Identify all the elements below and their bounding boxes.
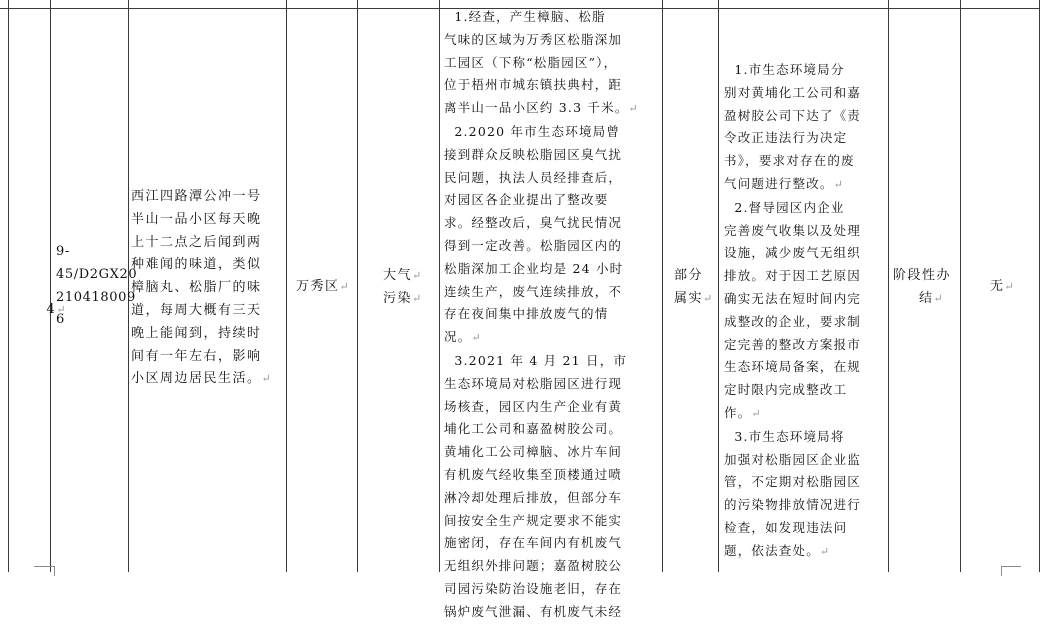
findings-line: 黄埔化工公司樟脑、冰片车间 [444,444,623,460]
findings-line: 埔化工公司和嘉盈树胶公司。 [444,421,623,437]
measures-line: 定时限内完成整改工 [724,382,848,398]
column-border [960,0,961,572]
findings-line: 司园污染防治设施老旧，存在 [444,580,623,596]
findings-line: 求。经整改后，臭气扰民情况 [444,215,623,231]
row-index: 4 [46,301,57,317]
findings-line: 淋冷却处理后排放，但部分车 [444,489,623,505]
complaint-line: 小区周边居民生活。↵ [131,371,271,387]
verdict-line: 属实↵ [674,290,713,306]
case-id-line: 210418009 [56,289,136,305]
measures-line: 完善废气收集以及处理 [724,222,862,238]
findings-line: 锅炉废气泄漏、有机废气未经 [444,603,623,619]
measures-line: 别对黄埔化工公司和嘉 [724,84,862,100]
findings-line: 施密闭，存在车间内有机废气 [444,535,623,551]
findings-line: 松脂深加工企业均是 24 小时 [444,260,624,276]
findings-line: 无组织外排问题；嘉盈树胶公 [444,558,623,574]
findings-line: 对园区各企业提出了整改要 [444,192,609,208]
verdict-cell [674,265,712,311]
measures-line: 的污染物排放情况进行 [724,497,862,513]
verdict-line: 部分 [674,268,704,283]
measures-line: 排放。对于因工艺原因 [724,268,862,284]
findings-line: 场核查，园区内生产企业有黄 [444,398,623,414]
measures-line: 确实无法在短时间内完 [724,290,862,306]
measures-line: 作。↵ [724,404,761,420]
measures-line: 加强对松脂园区企业监 [724,451,862,467]
accountability: 无 [990,279,1005,294]
paragraph-mark-icon: ↵ [56,302,66,316]
measures-line: 设施，减少废气无组织 [724,245,862,261]
findings-line: 间按安全生产规定要求不能实 [444,512,623,528]
column-border [662,0,663,572]
findings-line: 民问题，执法人员经排查后， [444,169,623,185]
measures-line: 定完善的整改方案报市 [724,336,862,352]
column-border [718,0,719,572]
page-corner-mark [34,566,54,567]
measures-line: 书》，要求对存在的废 [724,153,855,169]
category-line: 大气↵ [383,268,422,283]
district-cell: 万秀区↵ [296,279,349,294]
findings-line: 气味的区域为万秀区松脂深加 [444,31,623,47]
findings-line: 接到群众反映松脂园区臭气扰 [444,146,623,162]
district: 万秀区 [296,279,340,294]
column-border [888,0,889,572]
measures-line: 气问题进行整改。↵ [724,175,843,191]
measures-line: 题，依法查处。↵ [724,542,830,558]
page-corner-mark [54,566,55,576]
measures-line: 生态环境局备案，在规 [724,359,862,375]
measures-line: 1.市生态环境局分 [724,62,845,77]
column-border [439,0,440,572]
status-line: 结↵ [919,290,943,306]
findings-line: 位于梧州市城东镇扶典村，距 [444,77,623,93]
case-id-line: 9- [56,244,70,259]
measures-line: 3.市生态环境局将 [724,428,845,444]
status-cell [893,265,951,311]
complaint-line: 间有一年左右，影响 [131,348,262,364]
case-id-line: 45/D2GX20 [56,266,138,282]
measures-line: 管，不定期对松脂园区 [724,474,862,490]
findings-line: 3.2021 年 4 月 21 日，市 [444,352,628,368]
measures-line: 检查，如发现违法问 [724,519,848,535]
findings-line: 连续生产，废气连续排放，不 [444,283,623,299]
case-id-cell [56,241,137,332]
findings-cell [444,6,638,624]
category-line: 污染↵ [383,290,422,306]
page-corner-mark [1001,566,1002,576]
column-border [286,0,287,572]
complaint-line: 道，每周大概有三天 [131,302,262,318]
complaint-cell [131,186,271,391]
findings-line: 存在夜间集中排放废气的情 [444,306,609,322]
findings-line: 1.经查，产生樟脑、松脂 [444,9,606,24]
complaint-line: 种难闻的味道，类似 [131,257,262,273]
case-id-line: 6 [56,312,65,328]
findings-line: 况。↵ [444,329,481,345]
complaint-line: 晚上能闻到，持续时 [131,325,262,341]
measures-line: 2.督导园区内企业 [724,199,845,215]
findings-line: 得到一定改善。松脂园区内的 [444,237,623,253]
findings-line: 工园区（下称“松脂园区”）， [444,54,618,70]
category-cell [383,265,421,311]
measures-cell [724,59,861,564]
findings-line: 离半山一品小区约 3.3 千米。↵ [444,100,638,116]
accountability-cell: 无↵ [990,279,1014,294]
page-corner-mark [1001,566,1021,567]
measures-line: 令改正违法行为决定 [724,130,848,146]
complaint-line: 樟脑丸、松脂厂的味 [131,280,262,296]
measures-line: 成整改的企业，要求制 [724,313,862,329]
status-line: 阶段性办 [893,268,952,283]
complaint-line: 上十二点之后闻到两 [131,234,262,250]
findings-line: 生态环境局对松脂园区进行现 [444,375,623,391]
complaint-line: 西江四路潭公冲一号 [131,189,262,204]
findings-line: 有机废气经收集至顶楼通过喷 [444,466,623,482]
column-border [1039,0,1040,572]
column-border [8,0,9,572]
measures-line: 盈树胶公司下达了《责 [724,107,862,123]
findings-line: 2.2020 年市生态环境局曾 [444,123,621,139]
complaint-line: 半山一品小区每天晚 [131,211,262,227]
column-border [357,0,358,572]
